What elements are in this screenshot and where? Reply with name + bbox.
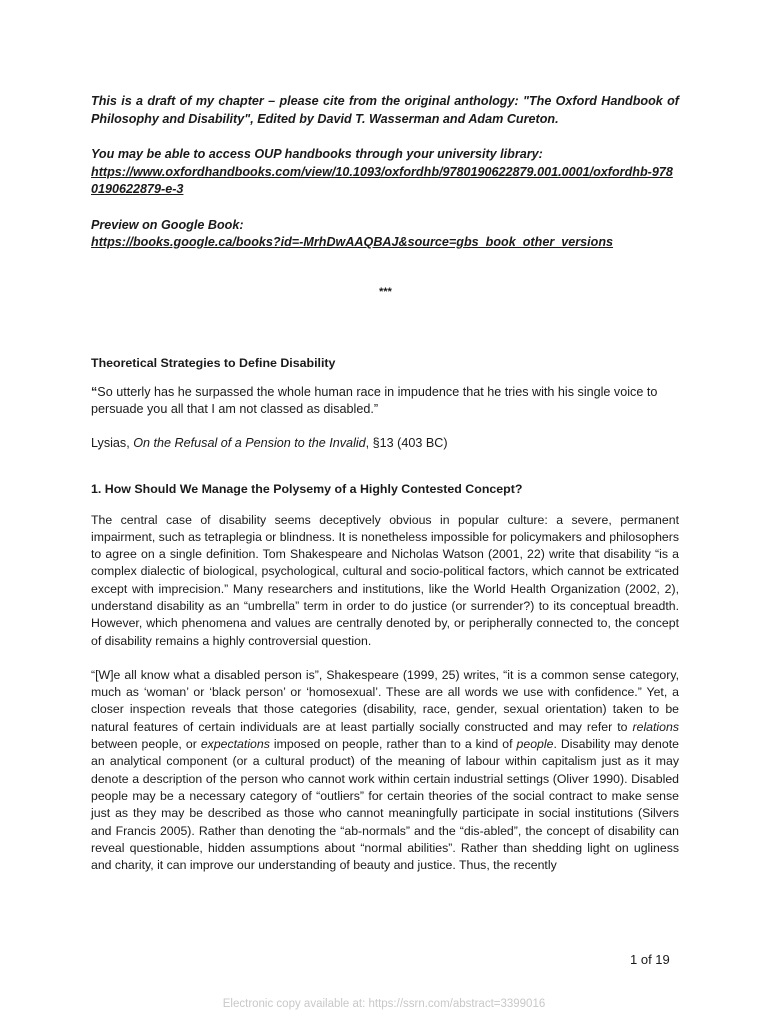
chapter-title: Theoretical Strategies to Define Disability: [91, 355, 336, 370]
draft-notes: [91, 93, 679, 252]
epigraph-citation: [91, 436, 679, 450]
epigraph-text: So utterly has he surpassed the whole human race in impudence that he tries with his single voice to persuade you all that I am not classed as disabled.”: [91, 384, 658, 416]
document-page: [91, 93, 679, 874]
emphasis-relations: relations: [632, 719, 679, 734]
access-text: You may be able to access OUP handbooks through your university library:: [91, 147, 543, 161]
emphasis-people: people: [516, 737, 554, 752]
citation-work: On the Refusal of a Pension to the Invalid: [133, 435, 366, 450]
citation-author: Lysias,: [91, 435, 134, 450]
paragraph-2-text: . Disability may denote an analytical component (or a cultural product) of the meaning of labour within capitalism just as it may denote a description of the person who cannot work within certain industrial settings (Oliver 1990). Disabled people may be a necessary category of “outliers” for certain theories of the social contract to make sense just as they may be described as those who cannot meaningfully participate in social institutions (Silvers and Francis 2005). Rather than denoting the “ab-normals” and the “dis-abled”, the concept of disability can reveal questionable, hidden assumptions about “normal abilities”. Rather than shedding light on ugliness and charity, it can improve our understanding of beauty and justice. Thus, the recently: [91, 737, 679, 873]
draft-notice: This is a draft of my chapter – please cite from the original anthology: "The Oxford Handbook of Philosophy and Disability", Edited by David T. Wasserman and Adam Cureton.: [91, 94, 679, 126]
section-separator: ***: [378, 285, 392, 298]
ssrn-footer: Electronic copy available at: https://ssrn.com/abstract=3399016: [222, 998, 546, 1010]
page-number: 1 of 19: [630, 952, 670, 967]
google-books-link[interactable]: https://books.google.ca/books?id=-MrhDwAAQBAJ&source=gbs_book_other_versions: [91, 235, 614, 249]
emphasis-expectations: expectations: [200, 737, 270, 752]
body-paragraph-1: The central case of disability seems deceptively obvious in popular culture: a severe, permanent impairment, such as tetraplegia or blindness. It is nonetheless impossible for policymakers and philosophers to agree on a single definition. Tom Shakespeare and Nicholas Watson (2001, 22) write that disability “is a complex dialectic of biological, psychological, cultural and socio-political factors, which cannot be extricated except with imprecision.” Many researchers and institutions, like the World Health Organization (2002, 2), understand disability as an “umbrella” term in order to do justice (or surrender?) to its conceptual breadth. However, which phenomena and values are centrally denoted by, or peripherally connected to, the concept of disability remains a highly controversial question.: [91, 512, 679, 648]
citation-reference: , §13 (403 BC): [365, 435, 448, 450]
access-note: [91, 146, 679, 199]
body-paragraph-2: [91, 667, 679, 875]
oxford-handbook-link[interactable]: https://www.oxfordhandbooks.com/view/10.1093/oxfordhb/9780190622879.001.0001/oxfordhb-9780190622879-e-3: [91, 164, 673, 196]
paragraph-2-text: between people, or: [91, 737, 201, 752]
paragraph-2-text: imposed on people, rather than to a kind of: [269, 737, 517, 752]
preview-text: Preview on Google Book:: [91, 217, 244, 232]
epigraph-quote: [91, 384, 679, 419]
preview-note: [91, 217, 679, 252]
section-heading: 1. How Should We Manage the Polysemy of a Highly Contested Concept?: [91, 481, 523, 496]
open-quote-mark: “: [91, 384, 98, 399]
paragraph-2-text: “[W]e all know what a disabled person is”, Shakespeare (1999, 25) writes, “it is a common sense category, much as ‘woman’ or ‘black person’ or ‘homosexual’. These are all words we use with confidence.” Yet, a closer inspection reveals that those categories (disability, race, gender, sexual orientation) taken to be natural features of certain individuals are at least partially socially constructed and may refer to: [91, 667, 679, 734]
